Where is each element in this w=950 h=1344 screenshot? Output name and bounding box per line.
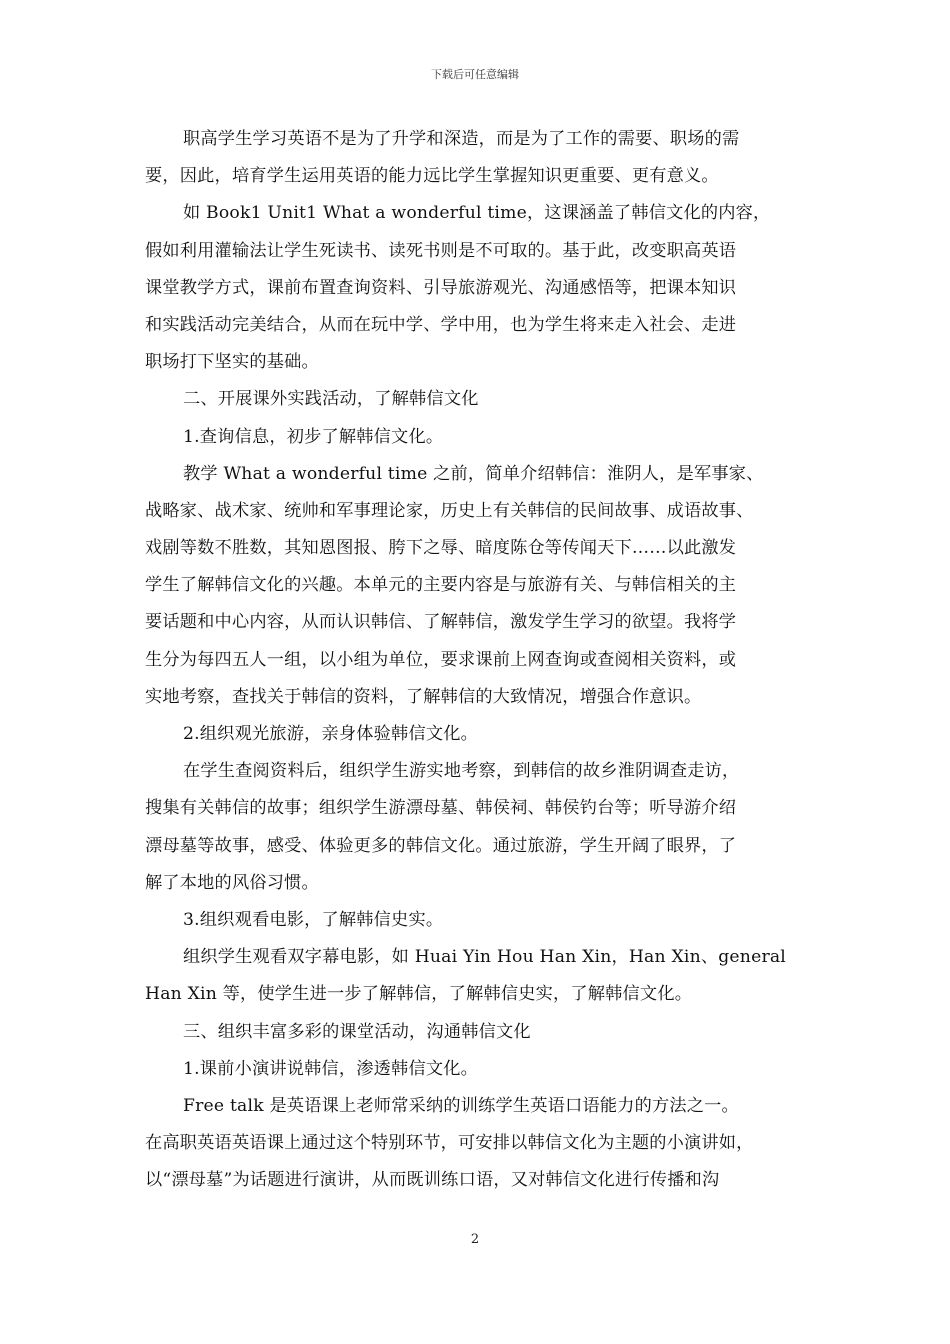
text-line: 职高学生学习英语不是为了升学和深造，而是为了工作的需要、职场的需: [183, 129, 740, 149]
text-line: 戏剧等数不胜数，其知恩图报、胯下之辱、暗度陈仓等传闻天下……以此激发: [145, 538, 737, 559]
page-header: 下载后可任意编辑: [431, 68, 519, 81]
text-line: 要话题和中心内容，从而认识韩信、了解韩信，激发学生学习的欲望。我将学: [145, 612, 737, 633]
text-line: Free talk 是英语课上老师常采纳的训练学生英语口语能力的方法之一。: [183, 1095, 739, 1116]
text-line: 以“漂母墓”为话题进行演讲，从而既训练口语，又对韩信文化进行传播和沟: [145, 1170, 720, 1191]
text-line: 三、组织丰富多彩的课堂活动，沟通韩信文化: [183, 1021, 531, 1042]
text-line: 在学生查阅资料后，组织学生游实地考察，到韩信的故乡淮阴调查走访，: [183, 761, 740, 782]
document-body: [145, 121, 810, 1199]
page-number: 2: [470, 1232, 480, 1247]
text-line: 二、开展课外实践活动，了解韩信文化: [183, 389, 479, 410]
text-line: 漂母墓等故事，感受、体验更多的韩信文化。通过旅游，学生开阔了眼界，了: [145, 835, 737, 856]
text-line: Han Xin 等，使学生进一步了解韩信，了解韩信史实，了解韩信文化。: [145, 984, 693, 1005]
text-line: 解了本地的风俗习惯。: [145, 872, 319, 893]
text-line: 战略家、战术家、统帅和军事理论家，历史上有关韩信的民间故事、成语故事、: [145, 500, 754, 521]
text-line: 3.组织观看电影，了解韩信史实。: [183, 909, 444, 930]
text-line: 教学 What a wonderful time 之前，简单介绍韩信：淮阴人，是军事家、: [183, 463, 764, 484]
text-line: 搜集有关韩信的故事；组织学生游漂母墓、韩侯祠、韩侯钓台等；听导游介绍: [145, 798, 737, 819]
text-line: 如 Book1 Unit1 What a wonderful time，这课涵盖了韩信文化的内容，: [183, 203, 771, 224]
text-line: 1.课前小演讲说韩信，渗透韩信文化。: [183, 1058, 479, 1079]
text-line: 1.查询信息，初步了解韩信文化。: [183, 426, 444, 447]
text-line: 2.组织观光旅游，亲身体验韩信文化。: [183, 724, 479, 744]
text-line: 课堂教学方式，课前布置查询资料、引导旅游观光、沟通感悟等，把课本知识: [145, 277, 737, 298]
text-line: 组织学生观看双字幕电影，如 Huai Yin Hou Han Xin，Han Xin、general: [183, 947, 787, 968]
text-line: 学生了解韩信文化的兴趣。本单元的主要内容是与旅游有关、与韩信相关的主: [145, 575, 737, 596]
text-line: 实地考察，查找关于韩信的资料，了解韩信的大致情况，增强合作意识。: [145, 686, 702, 707]
text-line: 和实践活动完美结合，从而在玩中学、学中用，也为学生将来走入社会、走进: [145, 314, 737, 335]
text-line: 在高职英语英语课上通过这个特别环节，可安排以韩信文化为主题的小演讲如，: [145, 1133, 754, 1154]
text-line: 要，因此，培育学生运用英语的能力远比学生掌握知识更重要、更有意义。: [145, 166, 719, 187]
text-line: 生分为每四五人一组，以小组为单位，要求课前上网查询或查阅相关资料，或: [145, 649, 737, 670]
text-line: 职场打下坚实的基础。: [145, 352, 319, 373]
text-line: 假如利用灌输法让学生死读书、读死书则是不可取的。基于此，改变职高英语: [145, 240, 737, 261]
